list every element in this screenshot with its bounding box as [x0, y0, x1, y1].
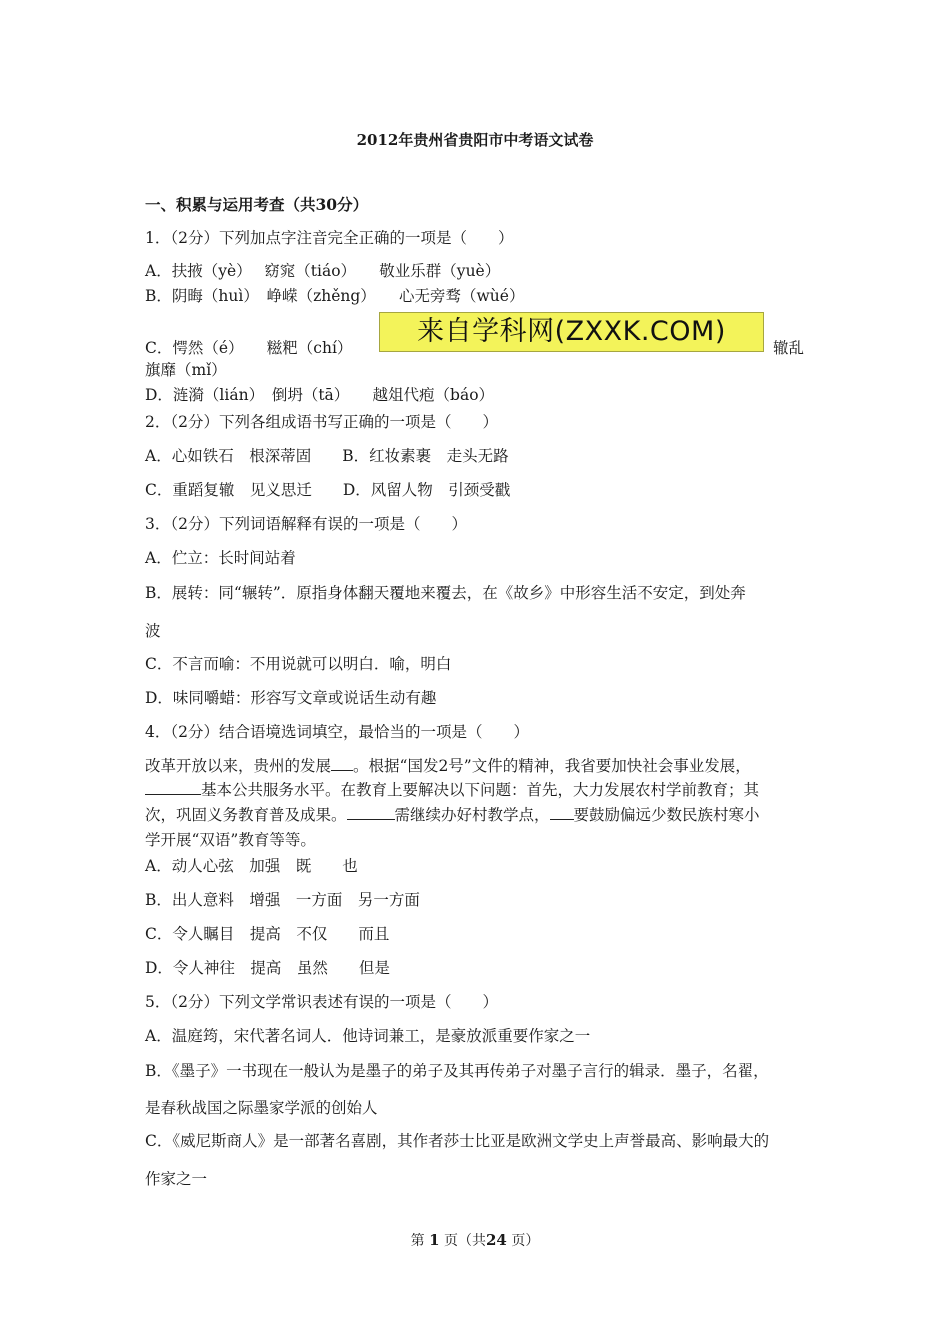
page-number: 1 [429, 1231, 440, 1249]
q4-option-d: D．令人神往 提高 虽然 但是 [145, 959, 390, 977]
question-1: 1．（2分）下列加点字注音完全正确的一项是（ ） [145, 229, 514, 247]
q2-options-ab: A．心如铁石 根深蒂固 B．红妆素裹 走头无路 [145, 447, 509, 465]
q3-option-c: C．不言而喻：不用说就可以明白．喻，明白 [145, 655, 452, 673]
q4-option-a: A．动人心弦 加强 既 也 [145, 857, 358, 875]
q4-passage-line-4: 学开展“双语”教育等等。 [145, 831, 316, 849]
fill-blank [347, 805, 395, 820]
question-2: 2．（2分）下列各组成语书写正确的一项是（ ） [145, 413, 498, 431]
question-4: 4．（2分）结合语境选词填空，最恰当的一项是（ ） [145, 723, 529, 741]
page-title: 2012年贵州省贵阳市中考语文试卷 [356, 131, 594, 149]
question-5: 5．（2分）下列文学常识表述有误的一项是（ ） [145, 993, 498, 1011]
q1-option-c-cont: 旗靡（mǐ） [145, 361, 227, 379]
q2-options-cd: C．重蹈复辙 见义思迁 D．风留人物 引颈受戳 [145, 481, 511, 499]
q1-option-c: C．愕然（é） 糍粑（chí） [145, 339, 353, 357]
q4-passage-line-2: 基本公共服务水平。在教育上要解决以下问题：首先，大力发展农村学前教育；其 [145, 780, 759, 800]
q5-option-c-cont: 作家之一 [145, 1170, 208, 1188]
fill-blank [550, 805, 574, 820]
page-footer: 第 1 页（共24 页） [410, 1231, 540, 1249]
q1-option-b: B．阴晦（huì） 峥嵘（zhěng） 心无旁骛（wùé） [145, 287, 525, 305]
q3-option-a: A．伫立：长时间站着 [145, 549, 296, 567]
q3-option-b: B．展转：同“辗转”．原指身体翻天覆地来覆去，在《故乡》中形容生活不安定，到处奔 [145, 584, 746, 602]
q4-option-b: B．出人意料 增强 一方面 另一方面 [145, 891, 420, 909]
section-heading: 一、积累与运用考查（共30分） [145, 195, 369, 214]
question-3: 3．（2分）下列词语解释有误的一项是（ ） [145, 515, 467, 533]
watermark-banner: 来自学科网(ZXXK.COM) [379, 312, 764, 352]
q1-option-c-tail: 辙乱 [773, 339, 805, 357]
page-total: 24 [486, 1231, 507, 1249]
q3-option-d: D．味同嚼蜡：形容写文章或说话生动有趣 [145, 689, 437, 707]
fill-blank [331, 756, 353, 771]
q5-option-a: A．温庭筠，宋代著名词人．他诗词兼工，是豪放派重要作家之一 [145, 1027, 591, 1045]
fill-blank [145, 780, 201, 795]
q4-passage-line-1: 改革开放以来，贵州的发展 。根据“国发2号”文件的精神，我省要加快社会事业发展， [145, 757, 751, 775]
q4-option-c: C．令人瞩目 提高 不仅 而且 [145, 925, 390, 943]
q5-option-c: C．《威尼斯商人》是一部著名喜剧，其作者莎士比亚是欧洲文学史上声誉最高、影响最大的 [145, 1132, 770, 1150]
q4-passage-line-3: 次，巩固义务教育普及成果。 需继续办好村教学点， 要鼓励偏远少数民族村寒小 [145, 806, 760, 824]
q3-option-b-cont: 波 [145, 622, 161, 640]
q1-option-d: D．涟漪（lián） 倒坍（tā） 越俎代疱（báo） [145, 386, 495, 404]
q5-option-b-cont: 是春秋战国之际墨家学派的创始人 [145, 1099, 378, 1117]
q1-option-a: A．扶掖（yè） 窈窕（tiáo） 敬业乐群（yuè） [145, 262, 501, 280]
q5-option-b: B．《墨子》一书现在一般认为是墨子的弟子及其再传弟子对墨子言行的辑录．墨子，名翟， [145, 1062, 769, 1080]
